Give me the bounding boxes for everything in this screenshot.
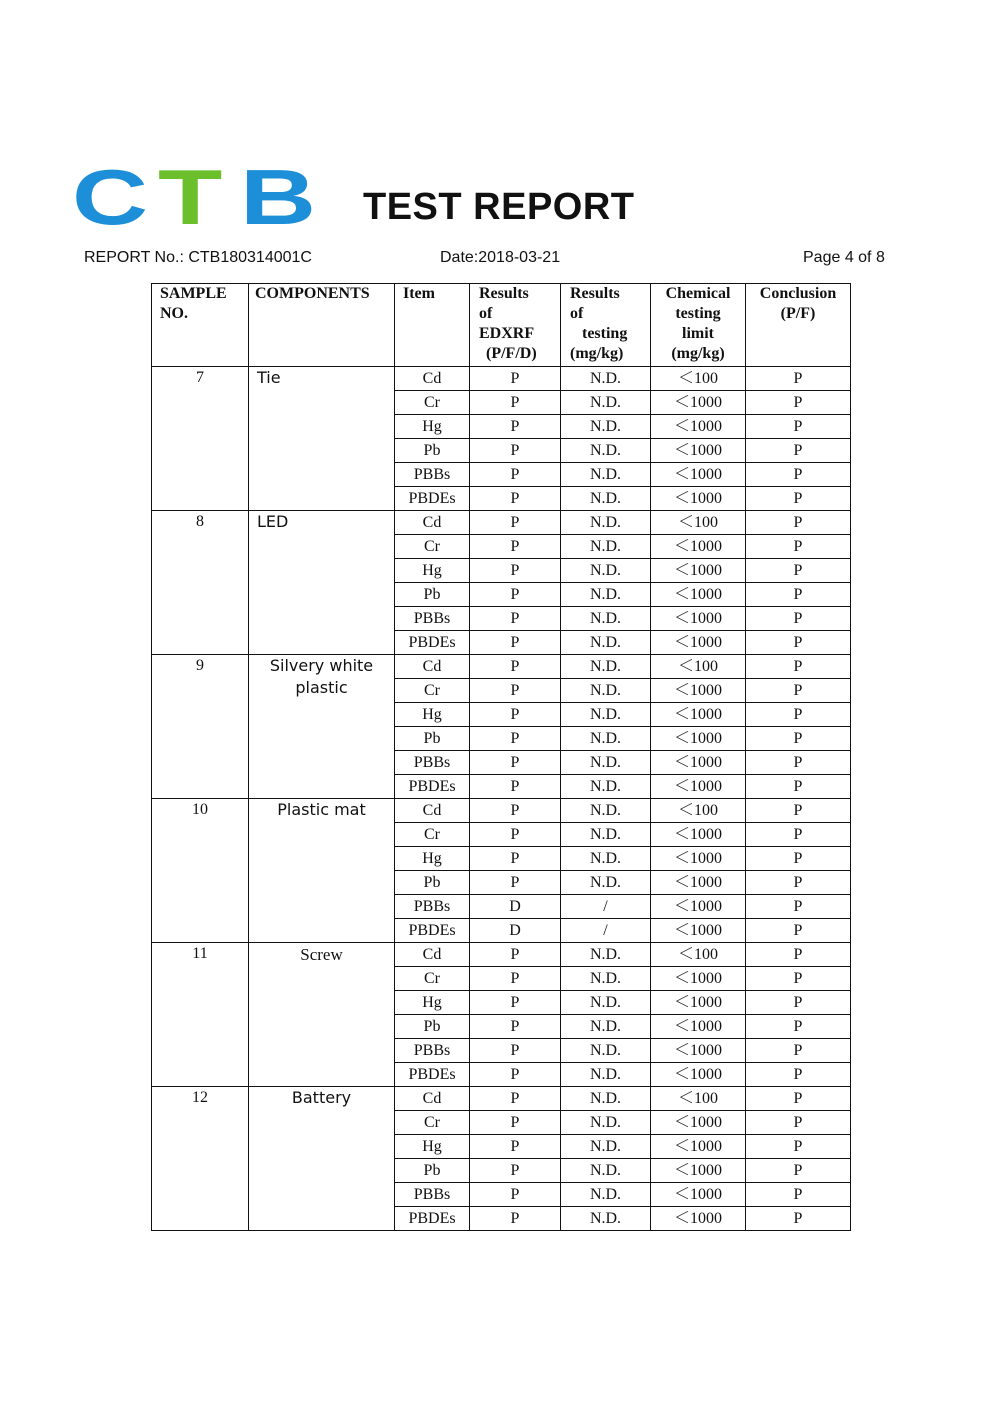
- edxrf-result: P: [470, 991, 561, 1015]
- edxrf-result: P: [470, 679, 561, 703]
- edxrf-result: P: [470, 559, 561, 583]
- testing-limit: ＜1000: [651, 583, 746, 607]
- conclusion: P: [746, 751, 851, 775]
- test-item: PBDEs: [395, 1063, 470, 1087]
- column-header-sample: [152, 284, 249, 367]
- logo-letter-c: C: [72, 153, 149, 241]
- testing-limit: ＜1000: [651, 1159, 746, 1183]
- header-conclusion-line1: Conclusion: [759, 285, 837, 302]
- test-item: PBBs: [395, 1039, 470, 1063]
- edxrf-result: P: [470, 1159, 561, 1183]
- conclusion: P: [746, 583, 851, 607]
- test-item: PBDEs: [395, 487, 470, 511]
- testing-result: N.D.: [561, 775, 651, 799]
- testing-limit: ＜1000: [651, 1015, 746, 1039]
- header-testing-line2: of: [570, 305, 584, 322]
- conclusion: P: [746, 991, 851, 1015]
- conclusion: P: [746, 823, 851, 847]
- testing-limit: ＜1000: [651, 895, 746, 919]
- header-limit-line2: testing: [675, 305, 721, 322]
- testing-limit: ＜1000: [651, 967, 746, 991]
- testing-result: N.D.: [561, 847, 651, 871]
- report-number: REPORT No.: CTB180314001C: [84, 249, 312, 266]
- testing-limit: ＜1000: [651, 391, 746, 415]
- report-date: Date:2018-03-21: [440, 249, 561, 266]
- edxrf-result: P: [470, 1015, 561, 1039]
- testing-limit: ＜1000: [651, 727, 746, 751]
- testing-result: N.D.: [561, 1039, 651, 1063]
- testing-limit: ＜1000: [651, 823, 746, 847]
- test-item: Hg: [395, 847, 470, 871]
- testing-result: N.D.: [561, 1015, 651, 1039]
- test-item: PBDEs: [395, 631, 470, 655]
- test-item: Cr: [395, 535, 470, 559]
- testing-result: N.D.: [561, 799, 651, 823]
- edxrf-result: P: [470, 607, 561, 631]
- test-item: Hg: [395, 559, 470, 583]
- testing-result: N.D.: [561, 1183, 651, 1207]
- testing-limit: ＜1000: [651, 559, 746, 583]
- logo-letter-t: T: [158, 153, 223, 241]
- test-item: Pb: [395, 1015, 470, 1039]
- testing-result: N.D.: [561, 607, 651, 631]
- testing-result: N.D.: [561, 559, 651, 583]
- column-header-item: Item: [395, 284, 470, 367]
- conclusion: P: [746, 415, 851, 439]
- results-table: [151, 283, 851, 1231]
- conclusion: P: [746, 895, 851, 919]
- results-table-body: [152, 367, 851, 1231]
- test-item: PBBs: [395, 895, 470, 919]
- edxrf-result: P: [470, 415, 561, 439]
- header-edxrf-line2: of: [479, 305, 493, 322]
- testing-limit: ＜1000: [651, 871, 746, 895]
- testing-result: N.D.: [561, 871, 651, 895]
- sample-number: 8: [152, 511, 249, 655]
- testing-result: N.D.: [561, 1111, 651, 1135]
- testing-limit: ＜1000: [651, 1111, 746, 1135]
- edxrf-result: P: [470, 871, 561, 895]
- edxrf-result: P: [470, 1111, 561, 1135]
- testing-limit: ＜100: [651, 943, 746, 967]
- edxrf-result: P: [470, 511, 561, 535]
- test-item: Pb: [395, 727, 470, 751]
- testing-result: N.D.: [561, 535, 651, 559]
- test-item: Hg: [395, 415, 470, 439]
- header-limit-line4: (mg/kg): [671, 345, 725, 362]
- testing-result: N.D.: [561, 679, 651, 703]
- conclusion: P: [746, 679, 851, 703]
- test-item: Cd: [395, 655, 470, 679]
- testing-result: N.D.: [561, 487, 651, 511]
- testing-result: /: [561, 919, 651, 943]
- edxrf-result: P: [470, 487, 561, 511]
- table-row: [152, 799, 851, 823]
- column-header-testing: [561, 284, 651, 367]
- edxrf-result: P: [470, 1183, 561, 1207]
- conclusion: P: [746, 535, 851, 559]
- column-header-edxrf: [470, 284, 561, 367]
- testing-limit: ＜1000: [651, 703, 746, 727]
- conclusion: P: [746, 775, 851, 799]
- test-item: Pb: [395, 583, 470, 607]
- header-sample-line1: SAMPLE: [160, 285, 227, 302]
- header-edxrf-line1: Results: [479, 285, 529, 302]
- conclusion: P: [746, 1087, 851, 1111]
- sample-number: 10: [152, 799, 249, 943]
- testing-limit: ＜1000: [651, 751, 746, 775]
- testing-limit: ＜100: [651, 1087, 746, 1111]
- edxrf-result: D: [470, 919, 561, 943]
- testing-limit: ＜100: [651, 799, 746, 823]
- testing-limit: ＜1000: [651, 607, 746, 631]
- table-row: [152, 655, 851, 679]
- test-item: Cd: [395, 511, 470, 535]
- conclusion: P: [746, 439, 851, 463]
- testing-result: N.D.: [561, 1135, 651, 1159]
- test-item: PBBs: [395, 751, 470, 775]
- conclusion: P: [746, 367, 851, 391]
- conclusion: P: [746, 1063, 851, 1087]
- page-number: Page 4 of 8: [803, 249, 885, 266]
- conclusion: P: [746, 391, 851, 415]
- header-limit-line3: limit: [682, 325, 714, 342]
- conclusion: P: [746, 967, 851, 991]
- conclusion: P: [746, 487, 851, 511]
- test-item: Cd: [395, 943, 470, 967]
- conclusion: P: [746, 655, 851, 679]
- sample-number: 7: [152, 367, 249, 511]
- edxrf-result: P: [470, 751, 561, 775]
- testing-limit: ＜1000: [651, 631, 746, 655]
- testing-result: N.D.: [561, 463, 651, 487]
- conclusion: P: [746, 1159, 851, 1183]
- conclusion: P: [746, 919, 851, 943]
- test-item: Cr: [395, 1111, 470, 1135]
- conclusion: P: [746, 1135, 851, 1159]
- conclusion: P: [746, 799, 851, 823]
- edxrf-result: P: [470, 391, 561, 415]
- component-name: Silvery white plastic: [249, 655, 395, 799]
- testing-limit: ＜1000: [651, 847, 746, 871]
- header-edxrf-line3: EDXRF: [479, 325, 535, 342]
- edxrf-result: P: [470, 1135, 561, 1159]
- table-row: [152, 943, 851, 967]
- test-item: Pb: [395, 871, 470, 895]
- report-title: TEST REPORT: [363, 186, 635, 228]
- conclusion: P: [746, 1111, 851, 1135]
- component-name: Battery: [249, 1087, 395, 1231]
- edxrf-result: P: [470, 703, 561, 727]
- testing-limit: ＜1000: [651, 439, 746, 463]
- edxrf-result: P: [470, 727, 561, 751]
- edxrf-result: P: [470, 535, 561, 559]
- edxrf-result: P: [470, 1087, 561, 1111]
- table-row: [152, 367, 851, 391]
- test-item: PBBs: [395, 463, 470, 487]
- testing-limit: ＜1000: [651, 775, 746, 799]
- header-limit-line1: Chemical: [665, 285, 731, 302]
- testing-result: N.D.: [561, 991, 651, 1015]
- test-item: Hg: [395, 991, 470, 1015]
- edxrf-result: P: [470, 943, 561, 967]
- test-item: PBDEs: [395, 1207, 470, 1231]
- header-conclusion-line2: (P/F): [780, 305, 816, 322]
- table-header-row: [152, 284, 851, 367]
- conclusion: P: [746, 511, 851, 535]
- testing-result: N.D.: [561, 655, 651, 679]
- test-item: Cr: [395, 823, 470, 847]
- testing-limit: ＜100: [651, 367, 746, 391]
- edxrf-result: P: [470, 439, 561, 463]
- edxrf-result: P: [470, 655, 561, 679]
- conclusion: P: [746, 727, 851, 751]
- header-edxrf-line4: (P/F/D): [486, 345, 537, 362]
- edxrf-result: P: [470, 367, 561, 391]
- testing-limit: ＜1000: [651, 679, 746, 703]
- test-item: Cr: [395, 391, 470, 415]
- column-header-limit: [651, 284, 746, 367]
- edxrf-result: P: [470, 799, 561, 823]
- test-item: Cd: [395, 367, 470, 391]
- table-row: [152, 1087, 851, 1111]
- conclusion: P: [746, 1183, 851, 1207]
- sample-number: 11: [152, 943, 249, 1087]
- edxrf-result: P: [470, 1207, 561, 1231]
- testing-limit: ＜1000: [651, 535, 746, 559]
- conclusion: P: [746, 871, 851, 895]
- testing-result: N.D.: [561, 511, 651, 535]
- column-header-components: COMPONENTS: [249, 284, 395, 367]
- testing-result: N.D.: [561, 751, 651, 775]
- conclusion: P: [746, 703, 851, 727]
- test-item: Hg: [395, 703, 470, 727]
- testing-result: N.D.: [561, 415, 651, 439]
- test-item: Pb: [395, 439, 470, 463]
- testing-result: N.D.: [561, 727, 651, 751]
- test-item: Cd: [395, 799, 470, 823]
- testing-result: N.D.: [561, 439, 651, 463]
- testing-result: N.D.: [561, 631, 651, 655]
- sample-number: 12: [152, 1087, 249, 1231]
- testing-limit: ＜1000: [651, 463, 746, 487]
- test-item: Hg: [395, 1135, 470, 1159]
- header-sample-line2: NO.: [160, 305, 188, 322]
- component-name: Plastic mat: [249, 799, 395, 943]
- test-item: PBBs: [395, 607, 470, 631]
- component-name: Tie: [249, 367, 395, 511]
- conclusion: P: [746, 559, 851, 583]
- testing-result: N.D.: [561, 823, 651, 847]
- testing-result: N.D.: [561, 391, 651, 415]
- testing-limit: ＜1000: [651, 991, 746, 1015]
- header-testing-line4: (mg/kg): [570, 345, 624, 362]
- test-item: Cr: [395, 679, 470, 703]
- testing-result: N.D.: [561, 703, 651, 727]
- testing-limit: ＜1000: [651, 1207, 746, 1231]
- table-row: [152, 511, 851, 535]
- test-item: Cr: [395, 967, 470, 991]
- sample-number: 9: [152, 655, 249, 799]
- test-item: Pb: [395, 1159, 470, 1183]
- conclusion: P: [746, 847, 851, 871]
- testing-limit: ＜1000: [651, 1039, 746, 1063]
- edxrf-result: P: [470, 463, 561, 487]
- edxrf-result: P: [470, 967, 561, 991]
- edxrf-result: P: [470, 583, 561, 607]
- conclusion: P: [746, 631, 851, 655]
- testing-result: /: [561, 895, 651, 919]
- testing-result: N.D.: [561, 1159, 651, 1183]
- edxrf-result: D: [470, 895, 561, 919]
- test-item: PBDEs: [395, 775, 470, 799]
- testing-limit: ＜1000: [651, 1135, 746, 1159]
- header-testing-line3: testing: [582, 325, 628, 342]
- edxrf-result: P: [470, 631, 561, 655]
- testing-limit: ＜1000: [651, 415, 746, 439]
- testing-limit: ＜1000: [651, 487, 746, 511]
- testing-result: N.D.: [561, 1087, 651, 1111]
- testing-limit: ＜1000: [651, 919, 746, 943]
- conclusion: P: [746, 943, 851, 967]
- testing-result: N.D.: [561, 967, 651, 991]
- header-testing-line1: Results: [570, 285, 620, 302]
- conclusion: P: [746, 607, 851, 631]
- component-name: Screw: [249, 943, 395, 1087]
- column-header-conclusion: [746, 284, 851, 367]
- edxrf-result: P: [470, 823, 561, 847]
- test-item: Cd: [395, 1087, 470, 1111]
- edxrf-result: P: [470, 775, 561, 799]
- logo-letter-b: B: [240, 153, 317, 241]
- conclusion: P: [746, 1207, 851, 1231]
- testing-limit: ＜1000: [651, 1183, 746, 1207]
- conclusion: P: [746, 1039, 851, 1063]
- conclusion: P: [746, 463, 851, 487]
- testing-result: N.D.: [561, 367, 651, 391]
- edxrf-result: P: [470, 1063, 561, 1087]
- testing-limit: ＜1000: [651, 1063, 746, 1087]
- conclusion: P: [746, 1015, 851, 1039]
- testing-result: N.D.: [561, 1207, 651, 1231]
- edxrf-result: P: [470, 1039, 561, 1063]
- component-name: LED: [249, 511, 395, 655]
- testing-limit: ＜100: [651, 655, 746, 679]
- testing-result: N.D.: [561, 943, 651, 967]
- testing-result: N.D.: [561, 1063, 651, 1087]
- edxrf-result: P: [470, 847, 561, 871]
- testing-result: N.D.: [561, 583, 651, 607]
- testing-limit: ＜100: [651, 511, 746, 535]
- test-item: PBBs: [395, 1183, 470, 1207]
- test-item: PBDEs: [395, 919, 470, 943]
